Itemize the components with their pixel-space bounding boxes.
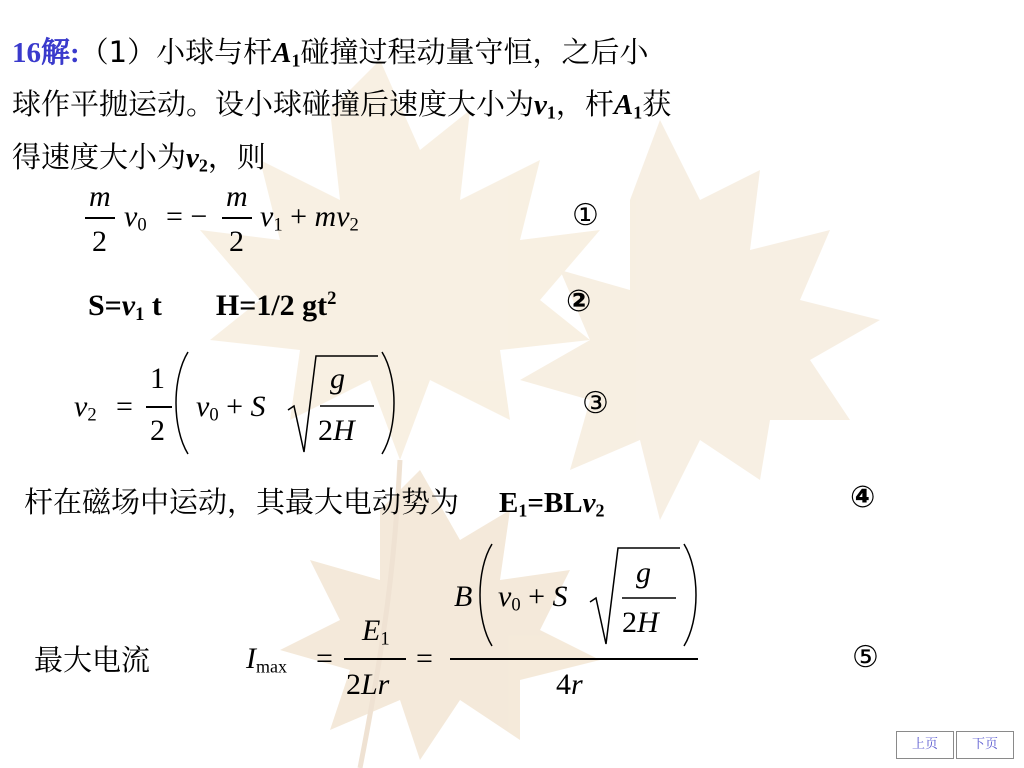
text-segment: ，则	[207, 139, 266, 174]
text-segment: 碰撞过程动量守恒，之后小	[300, 35, 649, 69]
prev-page-button[interactable]: 上页	[896, 731, 954, 759]
eq5-g: g	[636, 556, 651, 589]
eq5-2lr: 2Lr	[346, 668, 390, 701]
text-segment: ，杆	[555, 87, 614, 122]
eq2-subscript: 1	[135, 303, 145, 325]
eq5-2h: 2H	[622, 606, 659, 639]
eq5-equals-2: =	[416, 642, 433, 675]
subscript: 2	[198, 155, 208, 176]
equation-2	[88, 288, 336, 326]
eq2-t: t	[144, 289, 162, 323]
eq1-fraction-bar-2	[222, 217, 252, 219]
eq5-e1: $E_1$	[362, 614, 390, 650]
eq1-equals: = −	[166, 200, 208, 233]
eq2-h: H=1/2 gt	[215, 289, 328, 323]
eq5-v0-plus-s: $v_0 + S$	[498, 580, 568, 616]
eq1-numerator-m2: m	[226, 180, 248, 213]
emf-symbol: E	[499, 487, 519, 519]
emf-formula: =BL	[527, 487, 583, 519]
eq3-g: g	[330, 362, 345, 395]
marker-3: ③	[582, 386, 609, 421]
max-current-label: 最大电流	[34, 643, 151, 677]
eq3-fraction-bar	[146, 406, 172, 408]
rod-symbol: A	[613, 89, 634, 122]
eq1-numerator-m: m	[89, 180, 111, 213]
marker-4: ④	[850, 480, 876, 515]
emf-line	[24, 480, 604, 521]
emf-subscript: 1	[518, 500, 528, 521]
emf-velocity: v	[582, 487, 596, 519]
eq5-equals-1: =	[316, 642, 333, 675]
eq2-exponent: 2	[327, 288, 337, 309]
eq3-2h: 2H	[318, 414, 355, 447]
eq1-fraction-bar	[85, 217, 115, 219]
eq1-denominator-2: 2	[92, 225, 107, 258]
eq5-fraction-bar-1	[344, 658, 406, 660]
eq3-equals: =	[116, 390, 133, 423]
eq3-denominator-2: 2	[150, 414, 165, 447]
eq1-v1-plus-mv2: $v_1 + mv_2$	[260, 200, 359, 236]
text-segment: 球作平抛运动。设小球碰撞后速度大小为	[12, 87, 535, 122]
text-segment: 小球与杆	[156, 35, 273, 69]
paragraph-line-3	[12, 135, 1012, 187]
eq5-4r: 4r	[556, 668, 583, 701]
eq2-velocity: v	[121, 289, 136, 323]
eq3-v0-plus-s: $v_0 + S$	[196, 390, 266, 426]
text-segment: 得速度大小为	[12, 139, 187, 174]
velocity-symbol: v	[186, 141, 199, 174]
next-page-button[interactable]: 下页	[956, 731, 1014, 759]
emf-velocity-subscript: 2	[595, 500, 605, 521]
text-segment: 获	[642, 87, 672, 122]
eq2-s: S=	[88, 289, 122, 323]
marker-2: ②	[566, 284, 592, 319]
subscript: 1	[291, 50, 301, 71]
rod-symbol: A	[272, 37, 292, 69]
paragraph-line-2	[12, 82, 1012, 134]
eq5-fraction-bar-2	[450, 658, 698, 660]
part-label: （1）	[79, 35, 157, 69]
subscript: 1	[546, 102, 556, 123]
marker-5: ⑤	[852, 640, 879, 675]
solution-paragraph	[12, 30, 1012, 187]
emf-text: 杆在磁场中运动，其最大电动势为	[24, 485, 460, 519]
eq5-b: B	[454, 580, 473, 613]
velocity-symbol: v	[534, 89, 547, 122]
subscript: 1	[633, 102, 643, 123]
eq1-v0: $v_0$	[124, 200, 147, 236]
eq5-imax: $I_{max}$	[246, 642, 287, 677]
paragraph-line-1	[12, 30, 1012, 82]
eq1-denominator-2b: 2	[229, 225, 244, 258]
solution-label: 16解:	[12, 37, 80, 69]
marker-1: ①	[572, 198, 599, 233]
eq3-numerator-1: 1	[150, 362, 165, 395]
eq3-v2: $v_2$	[74, 390, 97, 426]
